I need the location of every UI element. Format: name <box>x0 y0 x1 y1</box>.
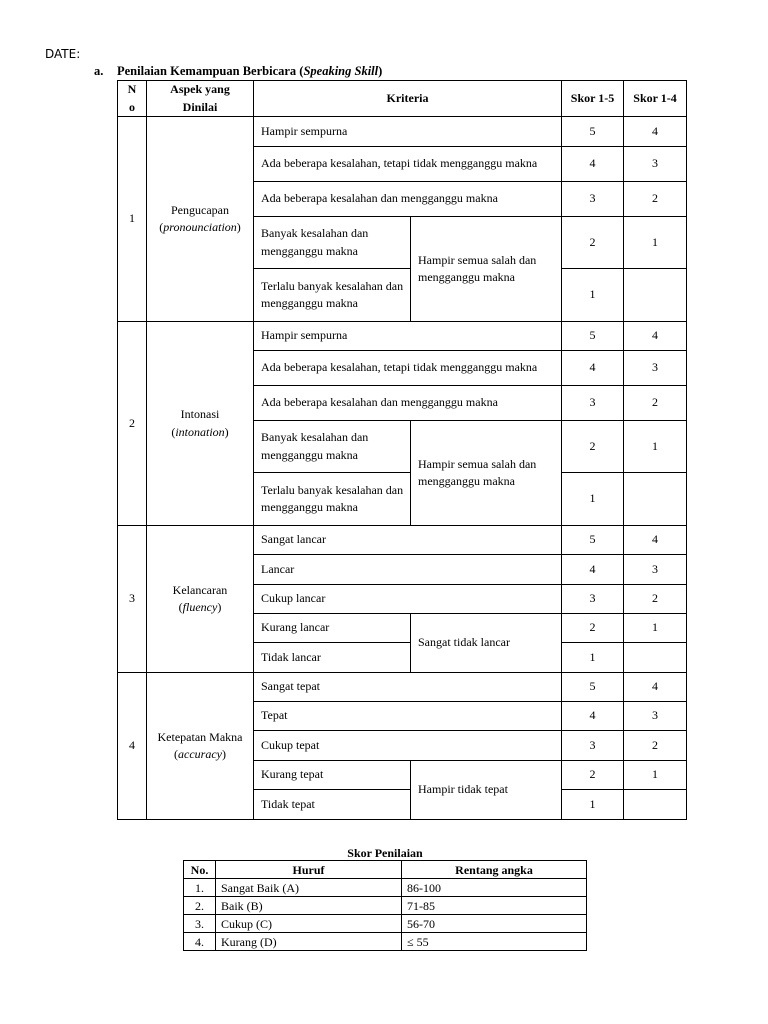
score-1-5: 4 <box>562 702 624 731</box>
table-header-row <box>118 81 687 117</box>
table-row <box>118 526 687 555</box>
criteria-text: Ada beberapa kesalahan, tetapi tidak mengganggu makna <box>254 351 562 386</box>
criteria-text: Terlalu banyak kesalahan dan mengganggu makna <box>254 269 411 322</box>
score-1-4: 4 <box>624 673 687 702</box>
aspect-english: accuracy <box>178 747 222 761</box>
criteria-merged-text: Hampir semua salah dan mengganggu makna <box>411 217 562 322</box>
score-1-5: 5 <box>562 526 624 555</box>
score-row-huruf: Cukup (C) <box>216 915 402 933</box>
score-row <box>184 915 587 933</box>
header-aspek: Aspek yang Dinilai <box>147 81 254 117</box>
criteria-merged-text: Hampir tidak tepat <box>411 761 562 820</box>
score-table <box>183 860 587 951</box>
score-1-5: 1 <box>562 790 624 820</box>
score-header-row <box>184 861 587 879</box>
score-1-4: 2 <box>624 386 687 421</box>
score-row-no: 2. <box>184 897 216 915</box>
score-header-no: No. <box>184 861 216 879</box>
table-row <box>118 673 687 702</box>
score-1-4: 2 <box>624 585 687 614</box>
criteria-text: Lancar <box>254 555 562 585</box>
aspect-number: 1 <box>118 117 147 322</box>
score-row-huruf: Baik (B) <box>216 897 402 915</box>
score-1-5: 3 <box>562 731 624 761</box>
score-table-title: Skor Penilaian <box>347 846 423 860</box>
table-row <box>118 322 687 351</box>
score-row-no: 1. <box>184 879 216 897</box>
section-letter: a. <box>94 64 104 78</box>
score-1-5: 4 <box>562 351 624 386</box>
header-skor-1-4: Skor 1-4 <box>624 81 687 117</box>
criteria-merged-text: Hampir semua salah dan mengganggu makna <box>411 421 562 526</box>
score-1-4: 1 <box>624 217 687 269</box>
score-1-4: 4 <box>624 117 687 147</box>
criteria-text: Ada beberapa kesalahan dan mengganggu makna <box>254 182 562 217</box>
speaking-assessment-table <box>117 80 687 820</box>
criteria-text: Hampir sempurna <box>254 322 562 351</box>
score-1-4: 2 <box>624 731 687 761</box>
criteria-text: Sangat lancar <box>254 526 562 555</box>
criteria-text: Cukup lancar <box>254 585 562 614</box>
criteria-merged-text: Sangat tidak lancar <box>411 614 562 673</box>
aspect-number: 3 <box>118 526 147 673</box>
score-1-4: 1 <box>624 761 687 790</box>
criteria-text: Banyak kesalahan dan mengganggu makna <box>254 217 411 269</box>
score-1-5: 4 <box>562 555 624 585</box>
score-1-5: 1 <box>562 643 624 673</box>
header-kriteria: Kriteria <box>254 81 562 117</box>
score-1-4 <box>624 643 687 673</box>
score-1-4: 3 <box>624 555 687 585</box>
score-row-rentang: ≤ 55 <box>402 933 587 951</box>
criteria-text: Hampir sempurna <box>254 117 562 147</box>
criteria-text: Sangat tepat <box>254 673 562 702</box>
score-1-5: 5 <box>562 117 624 147</box>
score-row-no: 4. <box>184 933 216 951</box>
aspect-number: 4 <box>118 673 147 820</box>
score-1-4: 1 <box>624 421 687 473</box>
score-row <box>184 897 587 915</box>
criteria-text: Kurang lancar <box>254 614 411 643</box>
score-1-5: 3 <box>562 182 624 217</box>
score-row-rentang: 56-70 <box>402 915 587 933</box>
criteria-text: Ada beberapa kesalahan dan mengganggu makna <box>254 386 562 421</box>
section-title-italic: Speaking Skill <box>303 64 379 78</box>
table-row <box>118 117 687 147</box>
score-1-5: 3 <box>562 386 624 421</box>
score-1-5: 5 <box>562 322 624 351</box>
section-title-end: ) <box>378 64 383 78</box>
score-1-5: 4 <box>562 147 624 182</box>
aspect-name: Ketepatan Makna (accuracy) <box>147 673 254 820</box>
score-header-rentang: Rentang angka <box>402 861 587 879</box>
score-1-5: 2 <box>562 614 624 643</box>
score-header-huruf: Huruf <box>216 861 402 879</box>
score-1-4 <box>624 790 687 820</box>
score-1-4: 3 <box>624 351 687 386</box>
score-1-4: 3 <box>624 147 687 182</box>
aspect-title: Kelancaran <box>172 582 228 597</box>
score-1-4: 4 <box>624 322 687 351</box>
score-1-4 <box>624 473 687 526</box>
aspect-title: Pengucapan <box>171 202 229 217</box>
score-1-4: 4 <box>624 526 687 555</box>
aspect-name: Kelancaran (fluency) <box>147 526 254 673</box>
aspect-english: fluency <box>182 600 218 614</box>
score-1-4: 2 <box>624 182 687 217</box>
score-1-4: 1 <box>624 614 687 643</box>
score-1-5: 5 <box>562 673 624 702</box>
aspect-title: Ketepatan Makna <box>157 729 243 744</box>
criteria-text: Tidak lancar <box>254 643 411 673</box>
aspect-english: intonation <box>175 424 225 439</box>
score-1-5: 2 <box>562 217 624 269</box>
score-row <box>184 933 587 951</box>
criteria-text: Ada beberapa kesalahan, tetapi tidak mengganggu makna <box>254 147 562 182</box>
criteria-text: Tidak tepat <box>254 790 411 820</box>
score-1-5: 2 <box>562 421 624 473</box>
score-row-huruf: Sangat Baik (A) <box>216 879 402 897</box>
header-no: N o <box>118 81 147 117</box>
section-heading <box>94 64 382 79</box>
score-row-no: 3. <box>184 915 216 933</box>
aspect-title: Intonasi <box>180 407 220 421</box>
date-label: DATE: <box>45 47 81 61</box>
score-1-4 <box>624 269 687 322</box>
criteria-text: Banyak kesalahan dan mengganggu makna <box>254 421 411 473</box>
score-row-huruf: Kurang (D) <box>216 933 402 951</box>
score-row <box>184 879 587 897</box>
criteria-text: Tepat <box>254 702 562 731</box>
header-skor-1-5: Skor 1-5 <box>562 81 624 117</box>
aspect-number: 2 <box>118 322 147 526</box>
score-1-5: 2 <box>562 761 624 790</box>
criteria-text: Terlalu banyak kesalahan dan mengganggu makna <box>254 473 411 526</box>
criteria-text: Cukup tepat <box>254 731 562 761</box>
score-1-5: 1 <box>562 473 624 526</box>
aspect-english: pronounciation <box>163 220 237 234</box>
section-title: Penilaian Kemampuan Berbicara ( <box>117 64 304 78</box>
aspect-name: Intonasi (intonation) <box>147 322 254 526</box>
aspect-name: Pengucapan (pronounciation) <box>147 117 254 322</box>
score-1-5: 3 <box>562 585 624 614</box>
score-row-rentang: 86-100 <box>402 879 587 897</box>
score-row-rentang: 71-85 <box>402 897 587 915</box>
score-1-4: 3 <box>624 702 687 731</box>
criteria-text: Kurang tepat <box>254 761 411 790</box>
score-1-5: 1 <box>562 269 624 322</box>
